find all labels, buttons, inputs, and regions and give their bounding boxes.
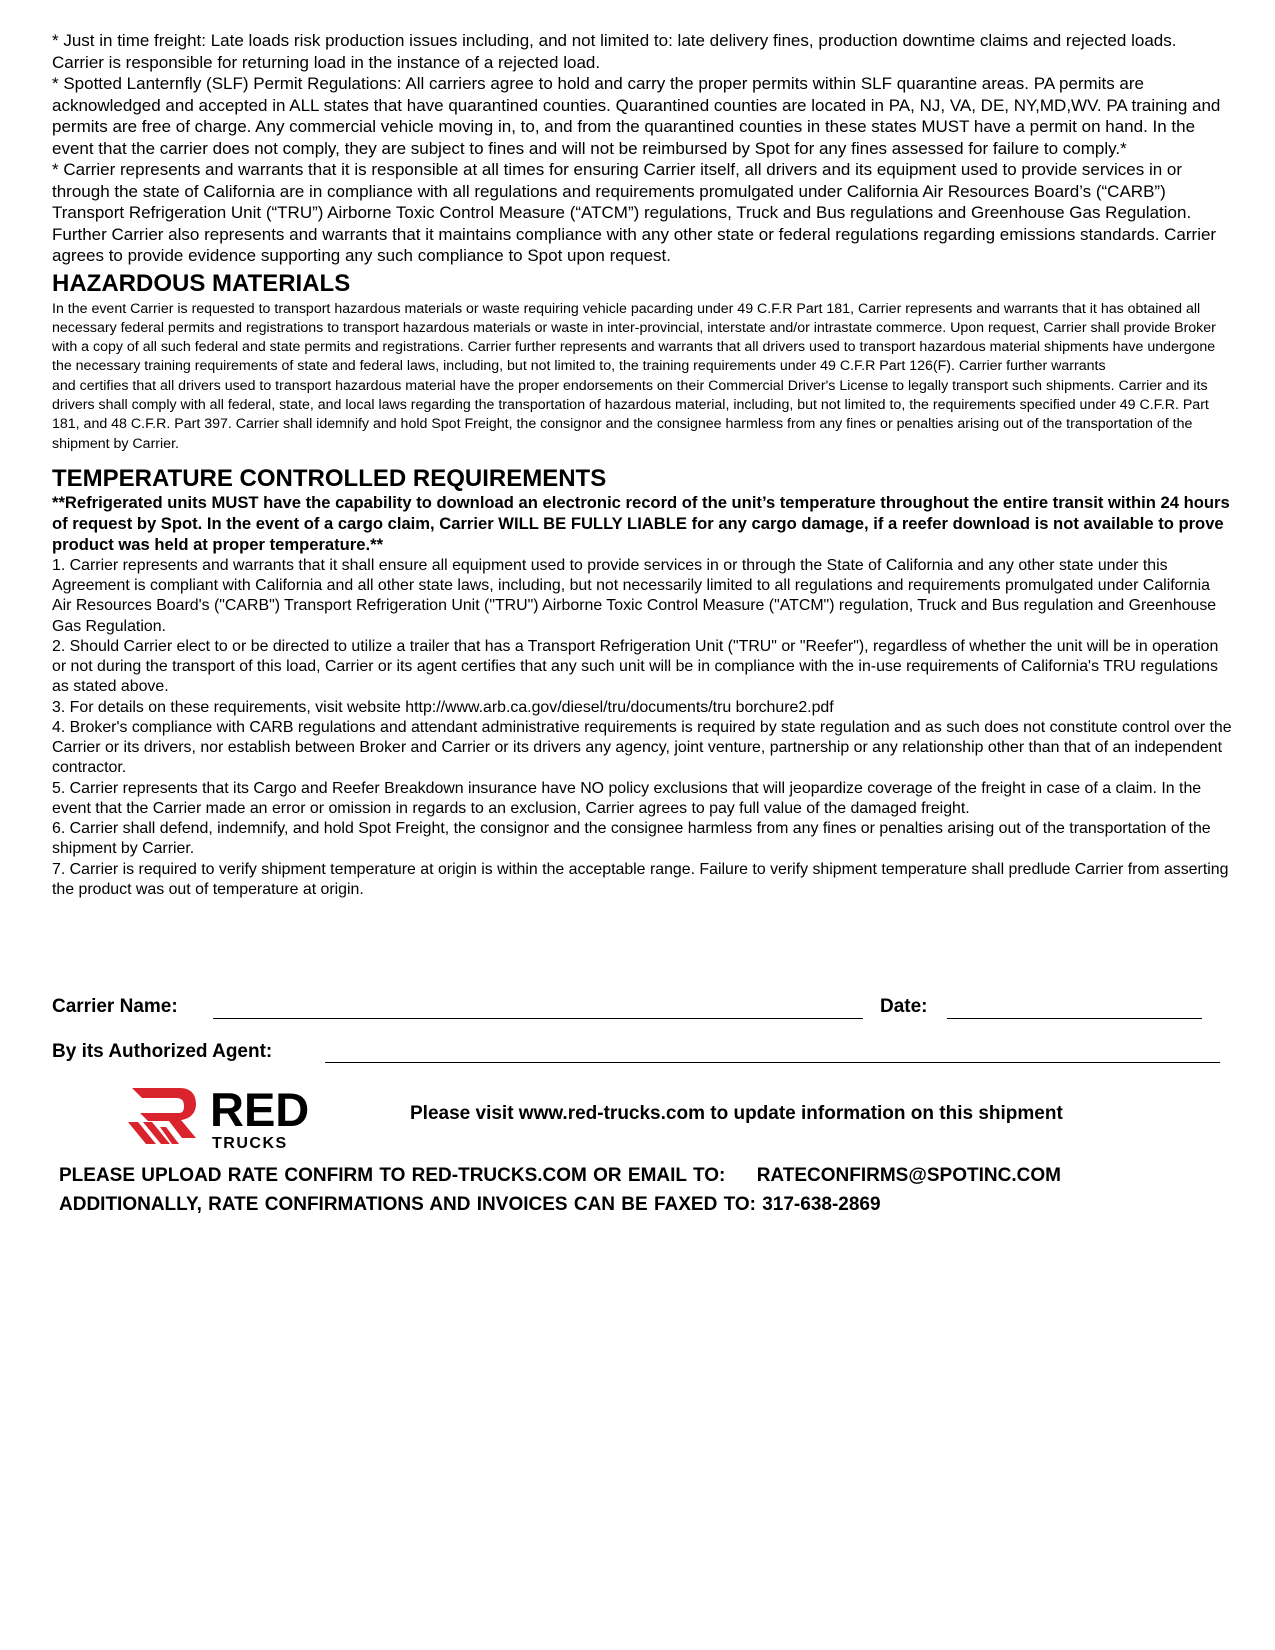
red-trucks-logo	[126, 1082, 326, 1152]
logo-subtext: TRUCKS	[212, 1135, 288, 1152]
hazmat-paragraph-2: and certifies that all drivers used to transport hazardous material have the proper endorsements on their Commercial Driver's License to legally transport such shipments. Carrier and its drivers shall comply with all federal, state, and local laws regarding the transportation of hazardous material, including, but not limited to, the requirements specified under 49 C.F.R. Part 181, and 48 C.F.R. Part 397. Carrier shall idemnify and hold Spot Freight, the consignor and the consignee harmless from any fines or penalties arising out of the transportation of the shipment by Carrier.	[52, 377, 1209, 452]
jit-freight-clause: * Just in time freight: Late loads risk production issues including, and not limited to: late delivery fines, production downtime claims and rejected loads. Carrier is responsible for returning load in the instance of a rejected load.	[52, 31, 1177, 72]
temperature-heading: TEMPERATURE CONTROLLED REQUIREMENTS	[52, 464, 607, 492]
authorized-agent-label: By its Authorized Agent:	[52, 1041, 273, 1062]
list-item: 6. Carrier shall defend, indemnify, and hold Spot Freight, the consignor and the consignee harmless from any fines or penalties arising out of the transportation of the shipment by Carrier.	[52, 820, 1211, 858]
temperature-requirements-list	[52, 556, 1232, 900]
hazmat-heading: HAZARDOUS MATERIALS	[52, 269, 351, 297]
logo-wordmark: RED	[210, 1083, 310, 1136]
reefer-warning: **Refrigerated units MUST have the capability to download an electronic record of the unit’s temperature throughout the entire transit within 24 hours of request by Spot. In the event of a cargo claim, Carrier WILL BE FULLY LIABLE for any cargo damage, if a reefer download is not available to prove product was held at proper temperature.**	[52, 492, 1230, 554]
date-field[interactable]	[947, 1018, 1202, 1019]
logo-mark-icon	[128, 1088, 196, 1144]
list-item: 1. Carrier represents and warrants that it shall ensure all equipment used to provide services in or through the State of California and any other state under this Agreement is compliant with California and all other state laws, including, but not necessarily limited to all regulations and requirements promulgated under California Air Resources Board's ("CARB") Transport Refrigeration Unit ("TRU") Airborne Toxic Control Measure ("ATCM") regulation, Truck and Bus regulation and Greenhouse Gas Regulation.	[52, 556, 1217, 635]
carrier-name-field[interactable]	[213, 1018, 863, 1019]
terms-section	[52, 30, 1232, 900]
list-item: 7. Carrier is required to verify shipment temperature at origin is within the acceptable range. Failure to verify shipment temperature shall predlude Carrier from asserting the product was out of temperature at origin.	[52, 860, 1229, 898]
list-item: 3. For details on these requirements, visit website http://www.arb.ca.gov/diesel/tru/documents/tru borchure2.pdf	[52, 698, 834, 716]
list-item: 2. Should Carrier elect to or be directed to utilize a trailer that has a Transport Refrigeration Unit ("TRU" or "Reefer"), regardless of whether the unit will be in operation or not during the transport of this load, Carrier or its agent certifies that any such unit will be in compliance with the in-use requirements of California's TRU regulations as stated above.	[52, 637, 1219, 696]
carb-compliance-clause: * Carrier represents and warrants that it is responsible at all times for ensuring Carrier itself, all drivers and its equipment used to provide services in or through the state of California are in compliance with all regulations and requirements promulgated under California Air Resources Board’s (“CARB”) Transport Refrigeration Unit (“TRU”) Airborne Toxic Control Measure (“ATCM”) regulations, Truck and Bus regulations and Greenhouse Gas Regulation. Further Carrier also represents and warrants that it maintains compliance with any other state or federal regulations regarding emissions standards. Carrier agrees to provide evidence supporting any such compliance to Spot upon request.	[52, 160, 1217, 265]
authorized-agent-field[interactable]	[325, 1062, 1220, 1063]
list-item: 5. Carrier represents that its Cargo and Reefer Breakdown insurance have NO policy exclusions that will jeopardize coverage of the freight in case of a claim. In the event that the Carrier made an error or omission in regards to an exclusion, Carrier agrees to pay full value of the damaged freight.	[52, 779, 1202, 817]
fax-instructions: ADDITIONALLY, RATE CONFIRMATIONS AND INVOICES CAN BE FAXED TO: 317-638-2869	[59, 1194, 881, 1215]
hazmat-body	[52, 300, 1232, 454]
hazmat-paragraph-1: In the event Carrier is requested to transport hazardous materials or waste requiring vehicle pacarding under 49 C.F.R Part 181, Carrier represents and warrants that it has obtained all necessary federal permits and registrations to transport hazardous materials or waste in inter-provincial, interstate and/or intrastate commerce. Upon request, Carrier shall provide Broker with a copy of all such federal and state permits and registrations. Carrier further represents and warrants that all drivers used to transport hazardous material shipments have undergone the necessary training requirements of state and federal laws, including, but not limited to, the training requirements under 49 C.F.R Part 126(F). Carrier further warrants	[52, 300, 1216, 375]
upload-instructions: PLEASE UPLOAD RATE CONFIRM TO RED-TRUCKS.COM OR EMAIL TO: RATECONFIRMS@SPOTINC.COM	[59, 1165, 1061, 1186]
list-item: 4. Broker's compliance with CARB regulations and attendant administrative requirements is required by state regulation and as such does not constitute control over the Carrier or its drivers, nor establish between Broker and Carrier or its drivers any agency, joint venture, partnership or any relationship other than that of an independent contractor.	[52, 718, 1232, 777]
carrier-name-label: Carrier Name:	[52, 996, 178, 1017]
visit-website-note: Please visit www.red-trucks.com to update information on this shipment	[410, 1103, 1063, 1124]
date-label: Date:	[880, 996, 928, 1017]
slf-permit-clause: * Spotted Lanternfly (SLF) Permit Regulations: All carriers agree to hold and carry the proper permits within SLF quarantine areas. PA permits are acknowledged and accepted in ALL states that have quarantined counties. Quarantined counties are located in PA, NJ, VA, DE, NY,MD,WV. PA training and permits are free of charge. Any commercial vehicle moving in, to, and from the quarantined counties in these states MUST have a permit on hand. In the event that the carrier does not comply, they are subject to fines and will not be reimbursed by Spot for any fines assessed for failure to comply.*	[52, 74, 1221, 158]
